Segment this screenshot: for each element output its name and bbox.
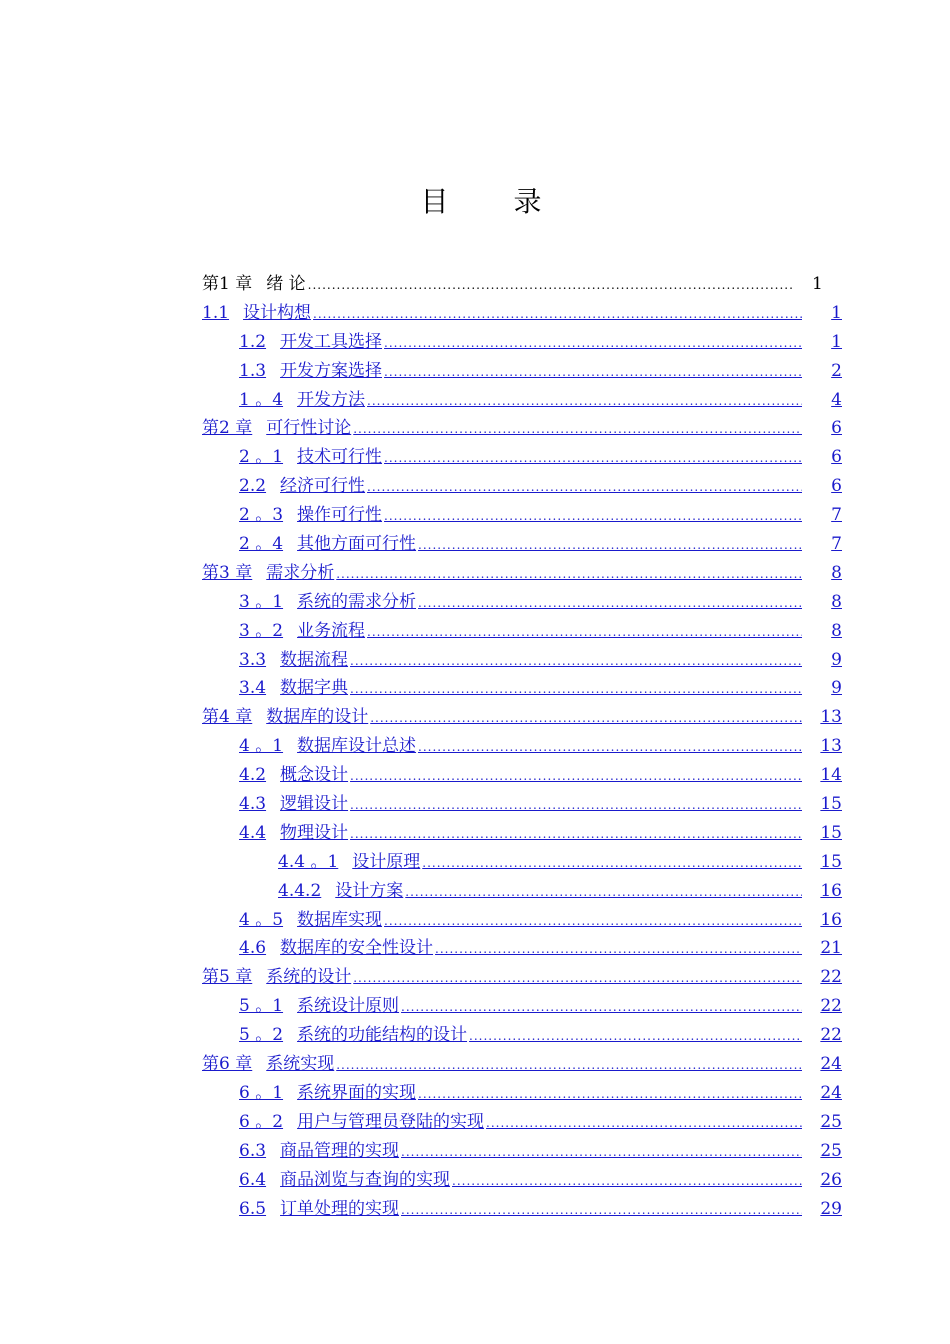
toc-entry[interactable]: [202, 848, 842, 877]
toc-entry[interactable]: [202, 386, 842, 415]
toc-entry-label: 技术可行性: [297, 447, 383, 468]
toc-entry-page: 24: [820, 1054, 842, 1075]
toc-entry-page: 9: [831, 678, 842, 699]
toc-entry-label: 需求分析: [266, 562, 335, 583]
toc-entry[interactable]: [202, 1195, 842, 1224]
toc-entry-label: 系统界面的实现: [297, 1082, 417, 1103]
toc-entry-page: 6: [831, 447, 842, 468]
dot-leader: [418, 589, 802, 617]
dot-leader: [418, 1080, 802, 1108]
dot-leader: [401, 993, 802, 1021]
dot-leader: [336, 560, 802, 588]
toc-entry-page: 14: [820, 765, 842, 786]
toc-entry[interactable]: [202, 443, 842, 472]
toc-entry-number: 4.4: [239, 822, 267, 843]
toc-entry-label: 系统设计原则: [297, 996, 400, 1017]
toc-entry-label: 操作可行性: [297, 505, 383, 526]
toc-entry-page: 4: [831, 389, 842, 410]
toc-entry-number: 2.2: [239, 476, 267, 497]
toc-entry[interactable]: [202, 732, 842, 761]
toc-entry-page: 26: [820, 1169, 842, 1190]
toc-entry-page: 15: [820, 794, 842, 815]
page-title: 目 录: [420, 185, 570, 218]
toc-entry[interactable]: [202, 559, 842, 588]
toc-entry-label: 其他方面可行性: [297, 534, 417, 555]
dot-leader: [469, 1022, 802, 1050]
toc-entry-label: 数据库的安全性设计: [280, 938, 434, 959]
toc-entry-page: 15: [820, 822, 842, 843]
toc-entry[interactable]: [202, 357, 842, 386]
toc-entry[interactable]: [202, 328, 842, 357]
toc-entry-page: 16: [820, 880, 842, 901]
toc-entry[interactable]: [202, 906, 842, 935]
toc-entry[interactable]: [202, 963, 842, 992]
toc-entry-number: 4.6: [239, 938, 267, 959]
toc-entry-page: 24: [820, 1082, 842, 1103]
toc-entry-number: 第1 章: [202, 274, 253, 294]
toc-entry-number: 第4 章: [202, 707, 253, 728]
toc-entry-page: 8: [831, 562, 842, 583]
dot-leader: [308, 271, 792, 299]
toc-entry[interactable]: [202, 501, 842, 530]
toc-entry-number: 4 。5: [239, 909, 284, 930]
dot-leader: [367, 473, 802, 501]
toc-entry-number: 2 。1: [239, 447, 284, 468]
toc-entry[interactable]: [202, 1166, 842, 1195]
toc-entry-label: 系统的需求分析: [297, 591, 417, 612]
dot-leader: [350, 791, 802, 819]
toc-entry-number: 第2 章: [202, 418, 253, 439]
toc-entry-page: 2: [831, 360, 842, 381]
toc-entry-label: 商品浏览与查询的实现: [280, 1169, 451, 1190]
toc-entry-label: 系统的设计: [266, 967, 352, 988]
dot-leader: [384, 502, 802, 530]
toc-entry-label: 订单处理的实现: [280, 1198, 400, 1219]
dot-leader: [370, 704, 802, 732]
toc-entry-number: 第5 章: [202, 967, 253, 988]
dot-leader: [367, 618, 802, 646]
toc-entry-page: 1: [812, 274, 823, 294]
toc-entry-label: 数据库设计总述: [297, 736, 417, 757]
toc-entry-label: 逻辑设计: [280, 794, 349, 815]
toc-entry-page: 25: [820, 1140, 842, 1161]
dot-leader: [384, 358, 802, 386]
toc-entry-number: 3 。2: [239, 620, 284, 641]
dot-leader: [384, 329, 802, 357]
toc-entry-page: 1: [831, 302, 842, 323]
toc-entry-page: 22: [820, 996, 842, 1017]
toc-entry-number: 5 。1: [239, 996, 284, 1017]
dot-leader: [350, 647, 802, 675]
toc-entry-page: 16: [820, 909, 842, 930]
dot-leader: [350, 675, 802, 703]
dot-leader: [350, 820, 802, 848]
toc-entry-label: 开发方案选择: [280, 360, 383, 381]
toc-entry-label: 经济可行性: [280, 476, 366, 497]
toc-entry-number: 3.4: [239, 678, 267, 699]
toc-entry-page: 6: [831, 476, 842, 497]
dot-leader: [384, 907, 802, 935]
dot-leader: [418, 733, 802, 761]
toc-entry-label: 数据库实现: [297, 909, 383, 930]
dot-leader: [418, 531, 802, 559]
dot-leader: [313, 300, 802, 328]
toc-entry-number: 1 。4: [239, 389, 284, 410]
toc-entry[interactable]: [202, 472, 842, 501]
toc-entry[interactable]: [202, 299, 842, 328]
toc-entry[interactable]: [202, 588, 842, 617]
toc-entry[interactable]: [202, 617, 842, 646]
toc-entry[interactable]: [202, 646, 842, 675]
toc-entry[interactable]: [202, 1050, 842, 1079]
toc-entry-number: 4 。1: [239, 736, 284, 757]
toc-entry[interactable]: [202, 703, 842, 732]
toc-entry-label: 设计方案: [335, 880, 404, 901]
toc-entry-number: 第6 章: [202, 1054, 253, 1075]
toc-entry-label: 绪 论: [266, 274, 306, 294]
dot-leader: [486, 1109, 802, 1137]
toc-entry-page: 9: [831, 649, 842, 670]
dot-leader: [353, 415, 802, 443]
toc-entry[interactable]: [202, 1137, 842, 1166]
toc-entry-number: 6.3: [239, 1140, 267, 1161]
toc-entry-number: 2 。4: [239, 534, 284, 555]
toc-entry-label: 商品管理的实现: [280, 1140, 400, 1161]
toc-entry-number: 1.1: [202, 302, 230, 323]
table-of-contents: [202, 270, 842, 1223]
toc-entry-number: 6 。2: [239, 1111, 284, 1132]
dot-leader: [350, 762, 802, 790]
toc-entry-number: 6.4: [239, 1169, 267, 1190]
toc-entry-number: 4.4.2: [278, 880, 322, 901]
toc-entry-label: 系统实现: [266, 1054, 335, 1075]
toc-entry-number: 6.5: [239, 1198, 267, 1219]
dot-leader: [384, 444, 802, 472]
dot-leader: [435, 935, 802, 963]
dot-leader: [336, 1051, 802, 1079]
toc-entry-number: 5 。2: [239, 1025, 284, 1046]
dot-leader: [401, 1196, 802, 1224]
toc-entry-page: 25: [820, 1111, 842, 1132]
toc-entry-page: 15: [820, 851, 842, 872]
toc-entry[interactable]: [202, 992, 842, 1021]
toc-entry[interactable]: [202, 761, 842, 790]
toc-entry: [202, 270, 842, 299]
toc-entry-label: 数据字典: [280, 678, 349, 699]
toc-entry-label: 开发工具选择: [280, 331, 383, 352]
toc-entry-number: 3.3: [239, 649, 267, 670]
toc-entry-number: 4.2: [239, 765, 267, 786]
dot-leader: [452, 1167, 802, 1195]
toc-entry-page: 13: [820, 707, 842, 728]
toc-entry[interactable]: [202, 530, 842, 559]
toc-entry[interactable]: [202, 1021, 842, 1050]
toc-entry[interactable]: [202, 877, 842, 906]
toc-entry[interactable]: [202, 819, 842, 848]
toc-entry[interactable]: [202, 1079, 842, 1108]
toc-entry-label: 数据流程: [280, 649, 349, 670]
toc-entry-label: 概念设计: [280, 765, 349, 786]
toc-entry-label: 设计构想: [243, 302, 312, 323]
dot-leader: [401, 1138, 802, 1166]
toc-entry-label: 可行性讨论: [266, 418, 352, 439]
toc-entry-page: 6: [831, 418, 842, 439]
toc-entry-page: 7: [831, 505, 842, 526]
toc-entry-page: 22: [820, 1025, 842, 1046]
toc-entry-page: 8: [831, 620, 842, 641]
dot-leader: [405, 878, 802, 906]
toc-entry[interactable]: [202, 674, 842, 703]
toc-entry-page: 7: [831, 534, 842, 555]
toc-entry-page: 8: [831, 591, 842, 612]
toc-entry-number: 6 。1: [239, 1082, 284, 1103]
dot-leader: [367, 387, 802, 415]
toc-entry[interactable]: [202, 414, 842, 443]
toc-entry-page: 29: [820, 1198, 842, 1219]
toc-entry[interactable]: [202, 1108, 842, 1137]
toc-entry-page: 21: [820, 938, 842, 959]
toc-entry-page: 13: [820, 736, 842, 757]
dot-leader: [353, 964, 802, 992]
toc-entry-label: 系统的功能结构的设计: [297, 1025, 468, 1046]
toc-entry[interactable]: [202, 934, 842, 963]
toc-entry-page: 22: [820, 967, 842, 988]
toc-entry-number: 1.2: [239, 331, 267, 352]
toc-entry-number: 4.4 。1: [278, 851, 339, 872]
toc-entry-label: 物理设计: [280, 822, 349, 843]
toc-entry-page: 1: [831, 331, 842, 352]
dot-leader: [422, 849, 802, 877]
toc-entry-label: 设计原理: [352, 851, 421, 872]
toc-entry-number: 1.3: [239, 360, 267, 381]
toc-entry-number: 2 。3: [239, 505, 284, 526]
toc-entry-label: 业务流程: [297, 620, 366, 641]
toc-entry-number: 第3 章: [202, 562, 253, 583]
toc-entry[interactable]: [202, 790, 842, 819]
toc-entry-label: 开发方法: [297, 389, 366, 410]
toc-entry-number: 4.3: [239, 794, 267, 815]
toc-entry-label: 数据库的设计: [266, 707, 369, 728]
toc-entry-number: 3 。1: [239, 591, 284, 612]
toc-entry-label: 用户与管理员登陆的实现: [297, 1111, 485, 1132]
